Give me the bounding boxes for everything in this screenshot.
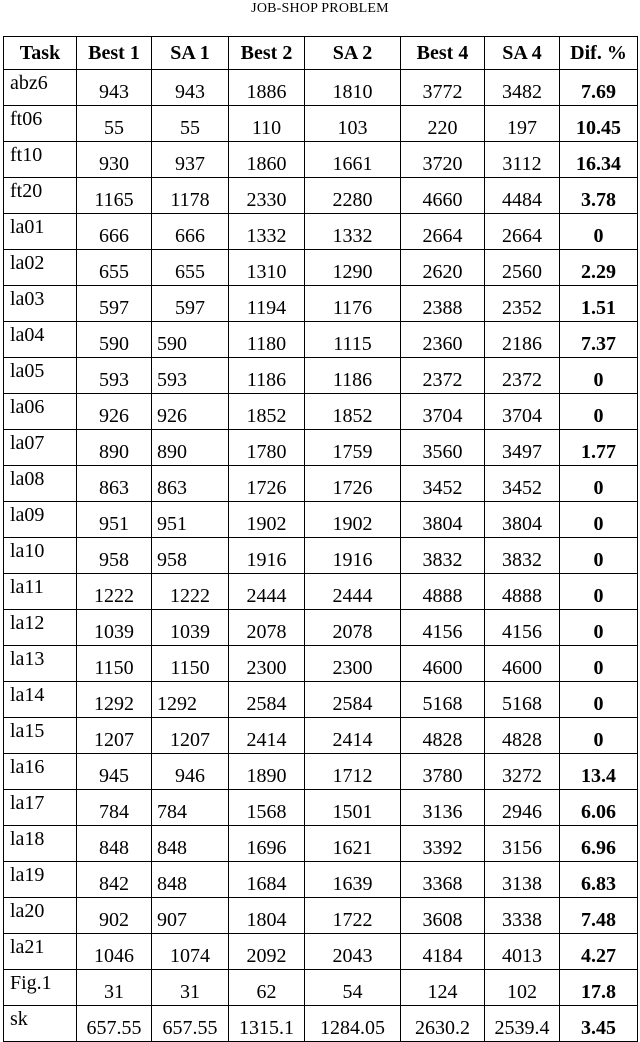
- sa-4-cell: 4600: [485, 646, 560, 682]
- sa-1-cell: 1292: [152, 682, 229, 718]
- best-2-cell: 1180: [229, 322, 305, 358]
- dif-percent-cell: 0: [560, 574, 638, 610]
- column-header-dif-percent: Dif. %: [560, 37, 638, 70]
- task-cell: la19: [4, 862, 77, 898]
- table-row: [4, 826, 638, 862]
- table-row: [4, 754, 638, 790]
- best-4-cell: 3704: [401, 394, 485, 430]
- table-body: [4, 70, 638, 1042]
- task-cell: la15: [4, 718, 77, 754]
- table-row: [4, 286, 638, 322]
- sa-1-cell: 951: [152, 502, 229, 538]
- column-header-best-2: Best 2: [229, 37, 305, 70]
- sa-4-cell: 2560: [485, 250, 560, 286]
- sa-2-cell: 1661: [305, 142, 401, 178]
- best-4-cell: 3368: [401, 862, 485, 898]
- best-2-cell: 1852: [229, 394, 305, 430]
- dif-percent-cell: 0: [560, 610, 638, 646]
- best-2-cell: 2330: [229, 178, 305, 214]
- best-1-cell: 842: [77, 862, 152, 898]
- sa-2-cell: 1621: [305, 826, 401, 862]
- table-row: [4, 790, 638, 826]
- best-4-cell: 4600: [401, 646, 485, 682]
- best-1-cell: 926: [77, 394, 152, 430]
- sa-1-cell: 655: [152, 250, 229, 286]
- header-row: [4, 37, 638, 70]
- best-2-cell: 1684: [229, 862, 305, 898]
- table-row: [4, 682, 638, 718]
- best-2-cell: 1780: [229, 430, 305, 466]
- dif-percent-cell: 0: [560, 682, 638, 718]
- sa-4-cell: 3338: [485, 898, 560, 934]
- best-4-cell: 2630.2: [401, 1006, 485, 1042]
- sa-4-cell: 3138: [485, 862, 560, 898]
- table-row: [4, 70, 638, 106]
- best-2-cell: 110: [229, 106, 305, 142]
- sa-2-cell: 1902: [305, 502, 401, 538]
- sa-2-cell: 1186: [305, 358, 401, 394]
- task-cell: ft06: [4, 106, 77, 142]
- sa-1-cell: 31: [152, 970, 229, 1006]
- task-cell: ft20: [4, 178, 77, 214]
- sa-2-cell: 2444: [305, 574, 401, 610]
- table-row: [4, 718, 638, 754]
- sa-2-cell: 2043: [305, 934, 401, 970]
- dif-percent-cell: 6.83: [560, 862, 638, 898]
- sa-1-cell: 784: [152, 790, 229, 826]
- dif-percent-cell: 1.77: [560, 430, 638, 466]
- best-1-cell: 945: [77, 754, 152, 790]
- task-cell: la09: [4, 502, 77, 538]
- sa-2-cell: 1115: [305, 322, 401, 358]
- best-1-cell: 597: [77, 286, 152, 322]
- best-4-cell: 3772: [401, 70, 485, 106]
- task-cell: la20: [4, 898, 77, 934]
- best-4-cell: 4888: [401, 574, 485, 610]
- sa-1-cell: 55: [152, 106, 229, 142]
- sa-2-cell: 2300: [305, 646, 401, 682]
- task-cell: la17: [4, 790, 77, 826]
- table-row: [4, 178, 638, 214]
- sa-1-cell: 937: [152, 142, 229, 178]
- best-1-cell: 1150: [77, 646, 152, 682]
- sa-1-cell: 1207: [152, 718, 229, 754]
- best-1-cell: 31: [77, 970, 152, 1006]
- sa-4-cell: 4013: [485, 934, 560, 970]
- task-cell: la01: [4, 214, 77, 250]
- best-4-cell: 3832: [401, 538, 485, 574]
- sa-2-cell: 1712: [305, 754, 401, 790]
- best-2-cell: 2584: [229, 682, 305, 718]
- best-2-cell: 2414: [229, 718, 305, 754]
- task-cell: la07: [4, 430, 77, 466]
- best-4-cell: 124: [401, 970, 485, 1006]
- task-cell: la05: [4, 358, 77, 394]
- table-row: [4, 250, 638, 286]
- best-1-cell: 1222: [77, 574, 152, 610]
- best-1-cell: 958: [77, 538, 152, 574]
- table-row: [4, 466, 638, 502]
- task-cell: ft10: [4, 142, 77, 178]
- table-row: [4, 214, 638, 250]
- table-row: [4, 430, 638, 466]
- best-2-cell: 1916: [229, 538, 305, 574]
- task-cell: la10: [4, 538, 77, 574]
- dif-percent-cell: 0: [560, 394, 638, 430]
- dif-percent-cell: 17.8: [560, 970, 638, 1006]
- best-1-cell: 655: [77, 250, 152, 286]
- task-cell: Fig.1: [4, 970, 77, 1006]
- best-2-cell: 1726: [229, 466, 305, 502]
- dif-percent-cell: 0: [560, 466, 638, 502]
- sa-1-cell: 890: [152, 430, 229, 466]
- best-2-cell: 1332: [229, 214, 305, 250]
- best-2-cell: 2444: [229, 574, 305, 610]
- sa-2-cell: 2280: [305, 178, 401, 214]
- dif-percent-cell: 16.34: [560, 142, 638, 178]
- best-1-cell: 943: [77, 70, 152, 106]
- column-header-sa-2: SA 2: [305, 37, 401, 70]
- sa-2-cell: 1501: [305, 790, 401, 826]
- task-cell: la04: [4, 322, 77, 358]
- best-2-cell: 1886: [229, 70, 305, 106]
- dif-percent-cell: 6.06: [560, 790, 638, 826]
- sa-1-cell: 946: [152, 754, 229, 790]
- sa-1-cell: 1074: [152, 934, 229, 970]
- dif-percent-cell: 3.78: [560, 178, 638, 214]
- task-cell: la03: [4, 286, 77, 322]
- sa-4-cell: 2946: [485, 790, 560, 826]
- best-2-cell: 1315.1: [229, 1006, 305, 1042]
- sa-1-cell: 1222: [152, 574, 229, 610]
- sa-1-cell: 863: [152, 466, 229, 502]
- table-row: [4, 862, 638, 898]
- table-row: [4, 322, 638, 358]
- task-cell: la18: [4, 826, 77, 862]
- sa-2-cell: 1722: [305, 898, 401, 934]
- best-1-cell: 902: [77, 898, 152, 934]
- table-row: [4, 394, 638, 430]
- sa-2-cell: 2584: [305, 682, 401, 718]
- best-4-cell: 3804: [401, 502, 485, 538]
- task-cell: la14: [4, 682, 77, 718]
- sa-4-cell: 4156: [485, 610, 560, 646]
- task-cell: abz6: [4, 70, 77, 106]
- sa-4-cell: 2664: [485, 214, 560, 250]
- best-2-cell: 62: [229, 970, 305, 1006]
- best-1-cell: 590: [77, 322, 152, 358]
- task-cell: la11: [4, 574, 77, 610]
- best-4-cell: 4660: [401, 178, 485, 214]
- task-cell: sk: [4, 1006, 77, 1042]
- best-4-cell: 3136: [401, 790, 485, 826]
- best-2-cell: 1902: [229, 502, 305, 538]
- best-1-cell: 1207: [77, 718, 152, 754]
- task-cell: la21: [4, 934, 77, 970]
- best-1-cell: 593: [77, 358, 152, 394]
- table-row: [4, 934, 638, 970]
- table-row: [4, 970, 638, 1006]
- best-1-cell: 1165: [77, 178, 152, 214]
- sa-2-cell: 103: [305, 106, 401, 142]
- sa-4-cell: 3452: [485, 466, 560, 502]
- table-row: [4, 142, 638, 178]
- column-header-best-1: Best 1: [77, 37, 152, 70]
- best-1-cell: 951: [77, 502, 152, 538]
- dif-percent-cell: 0: [560, 718, 638, 754]
- sa-2-cell: 1176: [305, 286, 401, 322]
- sa-4-cell: 197: [485, 106, 560, 142]
- sa-1-cell: 848: [152, 862, 229, 898]
- best-2-cell: 2078: [229, 610, 305, 646]
- sa-2-cell: 1852: [305, 394, 401, 430]
- sa-1-cell: 1150: [152, 646, 229, 682]
- job-shop-table: [3, 36, 638, 1042]
- best-2-cell: 2092: [229, 934, 305, 970]
- best-2-cell: 1860: [229, 142, 305, 178]
- sa-4-cell: 2186: [485, 322, 560, 358]
- best-2-cell: 1568: [229, 790, 305, 826]
- sa-1-cell: 926: [152, 394, 229, 430]
- dif-percent-cell: 0: [560, 646, 638, 682]
- task-cell: la08: [4, 466, 77, 502]
- sa-2-cell: 54: [305, 970, 401, 1006]
- dif-percent-cell: 2.29: [560, 250, 638, 286]
- best-1-cell: 890: [77, 430, 152, 466]
- table-row: [4, 106, 638, 142]
- best-1-cell: 930: [77, 142, 152, 178]
- table-row: [4, 646, 638, 682]
- sa-1-cell: 657.55: [152, 1006, 229, 1042]
- best-2-cell: 1804: [229, 898, 305, 934]
- dif-percent-cell: 7.69: [560, 70, 638, 106]
- sa-4-cell: 3156: [485, 826, 560, 862]
- best-2-cell: 1696: [229, 826, 305, 862]
- best-4-cell: 3452: [401, 466, 485, 502]
- sa-1-cell: 597: [152, 286, 229, 322]
- sa-2-cell: 2078: [305, 610, 401, 646]
- best-4-cell: 2664: [401, 214, 485, 250]
- best-4-cell: 2388: [401, 286, 485, 322]
- table-row: [4, 358, 638, 394]
- sa-1-cell: 943: [152, 70, 229, 106]
- best-1-cell: 1292: [77, 682, 152, 718]
- best-4-cell: 4828: [401, 718, 485, 754]
- best-4-cell: 4156: [401, 610, 485, 646]
- sa-2-cell: 1284.05: [305, 1006, 401, 1042]
- sa-4-cell: 3272: [485, 754, 560, 790]
- sa-4-cell: 2352: [485, 286, 560, 322]
- sa-4-cell: 5168: [485, 682, 560, 718]
- best-1-cell: 55: [77, 106, 152, 142]
- best-1-cell: 784: [77, 790, 152, 826]
- sa-1-cell: 958: [152, 538, 229, 574]
- sa-2-cell: 1726: [305, 466, 401, 502]
- page-title: JOB-SHOP PROBLEM: [251, 1, 389, 16]
- column-header-best-4: Best 4: [401, 37, 485, 70]
- best-1-cell: 848: [77, 826, 152, 862]
- dif-percent-cell: 7.37: [560, 322, 638, 358]
- sa-4-cell: 3497: [485, 430, 560, 466]
- sa-2-cell: 1916: [305, 538, 401, 574]
- best-4-cell: 3608: [401, 898, 485, 934]
- sa-4-cell: 2372: [485, 358, 560, 394]
- best-4-cell: 2620: [401, 250, 485, 286]
- task-cell: la13: [4, 646, 77, 682]
- best-1-cell: 863: [77, 466, 152, 502]
- sa-4-cell: 102: [485, 970, 560, 1006]
- best-1-cell: 1039: [77, 610, 152, 646]
- dif-percent-cell: 0: [560, 214, 638, 250]
- dif-percent-cell: 6.96: [560, 826, 638, 862]
- dif-percent-cell: 7.48: [560, 898, 638, 934]
- sa-4-cell: 2539.4: [485, 1006, 560, 1042]
- sa-1-cell: 1039: [152, 610, 229, 646]
- best-4-cell: 3720: [401, 142, 485, 178]
- sa-1-cell: 848: [152, 826, 229, 862]
- dif-percent-cell: 0: [560, 502, 638, 538]
- dif-percent-cell: 4.27: [560, 934, 638, 970]
- sa-1-cell: 593: [152, 358, 229, 394]
- best-4-cell: 3392: [401, 826, 485, 862]
- best-1-cell: 657.55: [77, 1006, 152, 1042]
- table-row: [4, 538, 638, 574]
- best-4-cell: 2372: [401, 358, 485, 394]
- best-4-cell: 4184: [401, 934, 485, 970]
- best-4-cell: 3560: [401, 430, 485, 466]
- dif-percent-cell: 13.4: [560, 754, 638, 790]
- best-4-cell: 220: [401, 106, 485, 142]
- sa-4-cell: 4484: [485, 178, 560, 214]
- best-1-cell: 1046: [77, 934, 152, 970]
- best-2-cell: 1186: [229, 358, 305, 394]
- table-row: [4, 898, 638, 934]
- sa-2-cell: 1759: [305, 430, 401, 466]
- dif-percent-cell: 0: [560, 538, 638, 574]
- best-2-cell: 1310: [229, 250, 305, 286]
- best-4-cell: 3780: [401, 754, 485, 790]
- sa-2-cell: 1290: [305, 250, 401, 286]
- best-2-cell: 1890: [229, 754, 305, 790]
- table-row: [4, 574, 638, 610]
- dif-percent-cell: 3.45: [560, 1006, 638, 1042]
- sa-1-cell: 907: [152, 898, 229, 934]
- table-row: [4, 502, 638, 538]
- sa-4-cell: 3112: [485, 142, 560, 178]
- best-2-cell: 1194: [229, 286, 305, 322]
- task-cell: la02: [4, 250, 77, 286]
- column-header-sa-4: SA 4: [485, 37, 560, 70]
- sa-4-cell: 4888: [485, 574, 560, 610]
- sa-1-cell: 590: [152, 322, 229, 358]
- dif-percent-cell: 0: [560, 358, 638, 394]
- column-header-sa-1: SA 1: [152, 37, 229, 70]
- task-cell: la06: [4, 394, 77, 430]
- sa-1-cell: 666: [152, 214, 229, 250]
- sa-4-cell: 3482: [485, 70, 560, 106]
- task-cell: la16: [4, 754, 77, 790]
- sa-2-cell: 2414: [305, 718, 401, 754]
- sa-2-cell: 1332: [305, 214, 401, 250]
- column-header-task: Task: [4, 37, 77, 70]
- sa-2-cell: 1810: [305, 70, 401, 106]
- sa-4-cell: 3704: [485, 394, 560, 430]
- dif-percent-cell: 1.51: [560, 286, 638, 322]
- sa-4-cell: 3804: [485, 502, 560, 538]
- sa-1-cell: 1178: [152, 178, 229, 214]
- sa-2-cell: 1639: [305, 862, 401, 898]
- sa-4-cell: 3832: [485, 538, 560, 574]
- dif-percent-cell: 10.45: [560, 106, 638, 142]
- best-4-cell: 5168: [401, 682, 485, 718]
- best-1-cell: 666: [77, 214, 152, 250]
- best-2-cell: 2300: [229, 646, 305, 682]
- table-row: [4, 1006, 638, 1042]
- sa-4-cell: 4828: [485, 718, 560, 754]
- best-4-cell: 2360: [401, 322, 485, 358]
- table-row: [4, 610, 638, 646]
- task-cell: la12: [4, 610, 77, 646]
